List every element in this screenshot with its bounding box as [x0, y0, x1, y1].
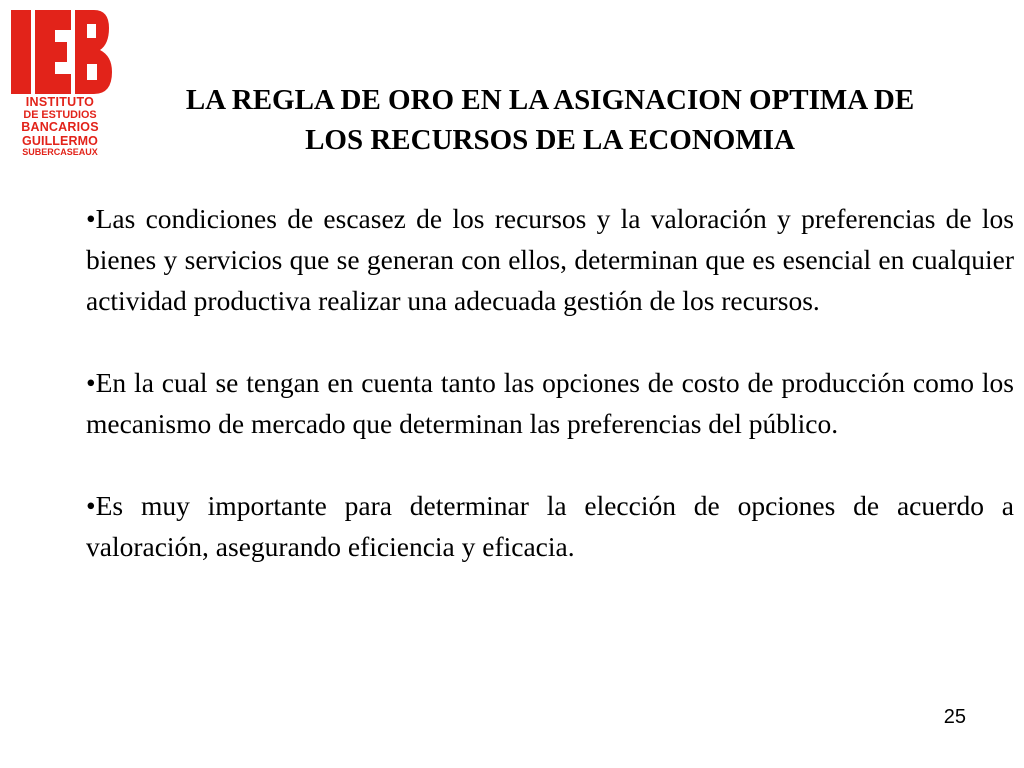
slide-title-line-2: LOS RECURSOS DE LA ECONOMIA — [305, 124, 795, 156]
institute-logo — [8, 10, 112, 160]
logo-line-guillermo: GUILLERMO — [22, 133, 98, 148]
logo-line-subercaseaux: SUBERCASEAUX — [22, 147, 98, 158]
ieb-logo-mark-icon — [8, 10, 112, 94]
slide-title-line-1: LA REGLA DE ORO EN LA ASIGNACION OPTIMA DE — [185, 84, 915, 116]
logo-line-de-estudios: DE ESTUDIOS — [23, 108, 97, 121]
bullet-paragraph-3: •Es muy importante para determinar la elección de opciones de acuerdo a valoración, asegurando eficiencia y eficacia. — [86, 490, 1014, 562]
logo-line-bancarios: BANCARIOS — [21, 120, 99, 135]
bullet-paragraph-2: •En la cual se tengan en cuenta tanto las opciones de costo de producción como los mecanismo de mercado que determinan las preferencias del público. — [86, 367, 1014, 439]
slide-body — [86, 198, 1014, 567]
logo-line-instituto: INSTITUTO — [25, 95, 95, 109]
slide-title — [120, 80, 980, 160]
logo-text — [8, 96, 112, 157]
bullet-paragraph-1: •Las condiciones de escasez de los recursos y la valoración y preferencias de los bienes y servicios que se generan con ellos, determinan que es esencial en cualquier actividad productiva realizar una adecuada gestión de los recursos. — [86, 203, 1014, 316]
page-number: 25 — [943, 706, 966, 728]
